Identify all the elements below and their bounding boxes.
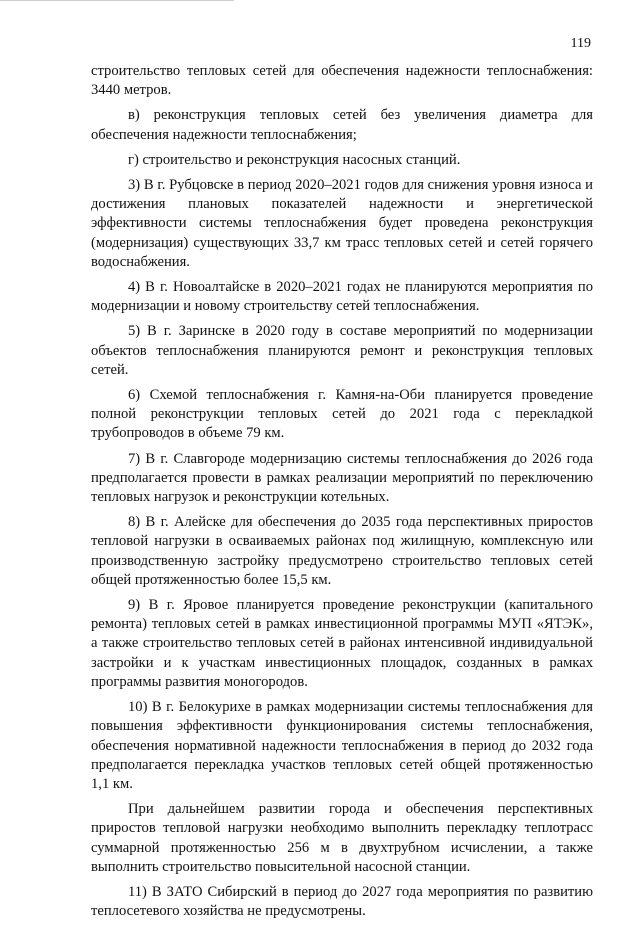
paragraph: 3) В г. Рубцовске в период 2020–2021 годов для снижения уровня износа и достижения плановых показателей надежности и энергетической эффективности системы теплоснабжения будет проведена реконструкция (модернизация) существующих 33,7 км трасс тепловых сетей и сетей горячего водоснабжения. — [91, 177, 593, 270]
paragraph: 8) В г. Алейске для обеспечения до 2035 года перспективных приростов тепловой нагрузки в осваиваемых районах под жилищную, комплексную или производственную застройку предусмотрено строительство тепловых сетей общей протяженностью более 15,5 км. — [91, 514, 593, 588]
paragraph: 11) В ЗАТО Сибирский в период до 2027 года мероприятия по развитию теплосетевого хозяйства не предусмотрены. — [91, 883, 593, 920]
page-number: 119 — [570, 36, 591, 51]
paragraph: 7) В г. Славгороде модернизацию системы теплоснабжения до 2026 года предполагается провести в рамках реализации мероприятий по переключению тепловых нагрузок и реконструкции котельных. — [91, 450, 593, 506]
paragraph: При дальнейшем развитии города и обеспечения перспективных приростов тепловой нагрузки необходимо выполнить перекладку теплотрасс суммарной протяженностью 256 м в двухтрубном исчислении, а также выполнить строительство повысительной насосной станции. — [91, 801, 593, 875]
scan-edge-line — [0, 0, 234, 1]
paragraph: 4) В г. Новоалтайске в 2020–2021 годах не планируются мероприятия по модернизации и новому строительству сетей теплоснабжения. — [91, 279, 593, 315]
paragraph: 6) Схемой теплоснабжения г. Камня-на-Оби планируется проведение полной реконструкции тепловых сетей до 2021 года с перекладкой трубопроводов в объеме 79 км. — [91, 387, 593, 442]
paragraph: 10) В г. Белокурихе в рамках модернизации системы теплоснабжения для повышения эффективности функционирования системы теплоснабжения, обеспечения нормативной надежности теплоснабжения в период до 2032 года предполагается перекладка участков тепловых сетей общей протяженностью 1,1 км. — [91, 699, 593, 792]
paragraph: г) строительство и реконструкция насосных станций. — [128, 151, 461, 168]
paragraph: 5) В г. Заринске в 2020 году в составе мероприятий по модернизации объектов теплоснабжения планируются ремонт и реконструкция тепловых сетей. — [91, 323, 593, 378]
paragraph: 9) В г. Яровое планируется проведение реконструкции (капитального ремонта) тепловых сетей в рамках инвестиционной программы МУП «ЯТЭК», а также строительство тепловых сетей в районах интенсивной индивидуальной застройки и к участкам инвестиционных площадок, созданных в рамках программы развития моногородов. — [91, 597, 593, 690]
paragraph: в) реконструкция тепловых сетей без увеличения диаметра для обеспечения надежности теплоснабжения; — [91, 107, 593, 143]
paragraph: строительство тепловых сетей для обеспечения надежности теплоснабжения: 3440 метров. — [91, 63, 593, 99]
document-body — [91, 62, 593, 927]
